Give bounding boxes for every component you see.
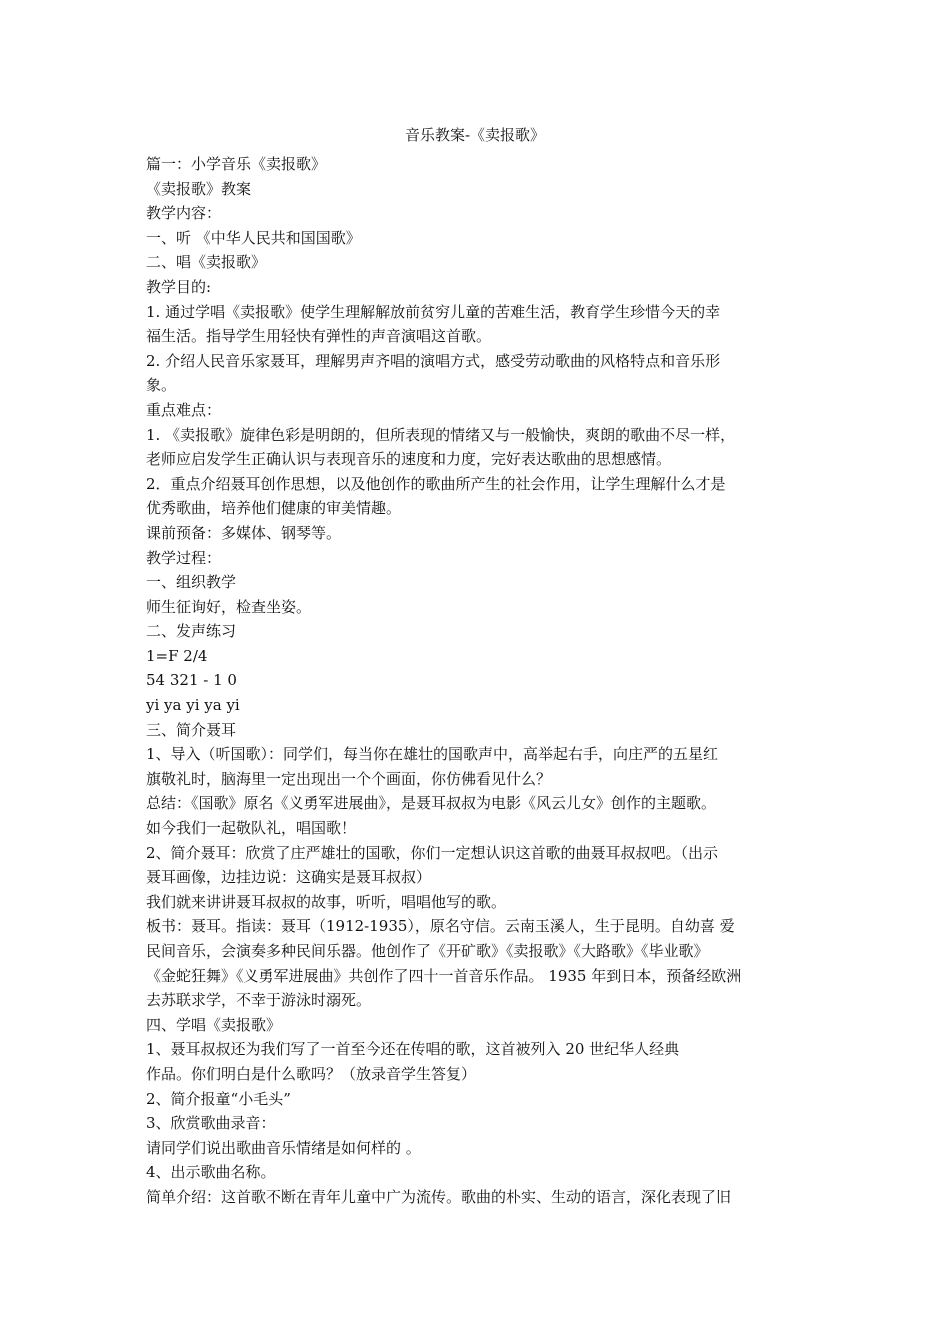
text-line: 1、聂耳叔叔还为我们写了一首至今还在传唱的歌，这首被列入 20 世纪华人经典 xyxy=(146,1040,680,1059)
document-body xyxy=(146,152,810,1210)
text-line: 我们就来讲讲聂耳叔叔的故事，听听，唱唱他写的歌。 xyxy=(146,892,507,911)
text-line: 2．重点介绍聂耳创作思想，以及他创作的歌曲所产生的社会作用，让学生理解什么才是 xyxy=(146,474,726,493)
text-line: 2、简介聂耳：欣赏了庄严雄壮的国歌，你们一定想认识这首歌的曲聂耳叔叔吧。（出示 xyxy=(146,843,719,862)
text-line: 54 321 - 1 0 xyxy=(146,671,237,690)
text-line: 聂耳画像，边挂边说：这确实是聂耳叔叔） xyxy=(146,868,432,887)
text-line: 福生活。指导学生用轻快有弹性的声音演唱这首歌。 xyxy=(146,327,492,346)
text-line: 《卖报歌》教案 xyxy=(146,179,252,198)
text-line: 教学内容： xyxy=(146,204,222,223)
text-line: 4、出示歌曲名称。 xyxy=(146,1163,276,1182)
text-line: 师生征询好，检查坐姿。 xyxy=(146,597,312,616)
text-line: 1. 《卖报歌》旋律色彩是明朗的，但所表现的情绪又与一般愉快，爽朗的歌曲不尽一样， xyxy=(146,425,736,444)
text-line: 1、导入（听国歌）：同学们，每当你在雄壮的国歌声中，高举起右手，向庄严的五星红 xyxy=(146,745,719,764)
text-line: 民间音乐，会演奏多种民间乐器。他创作了《开矿歌》《卖报歌》《大路歌》《毕业歌》 xyxy=(146,942,709,960)
text-line: 2、简介报童“小毛头” xyxy=(146,1089,291,1108)
text-line: 作品。你们明白是什么歌吗？（放录音学生答复） xyxy=(146,1064,477,1083)
text-line: 总结：《国歌》原名《义勇军进展曲》，是聂耳叔叔为电影《风云儿女》创作的主题歌。 xyxy=(146,794,717,813)
text-line: 课前预备：多媒体、钢琴等。 xyxy=(146,523,342,542)
text-line: 一、听 《中华人民共和国国歌》 xyxy=(146,228,361,247)
text-line: 四、学唱《卖报歌》 xyxy=(146,1015,282,1034)
text-line: 教学目的: xyxy=(146,277,212,296)
text-line: 《金蛇狂舞》《义勇军进展曲》共创作了四十一首音乐作品。 1935 年到日本，预备经欧洲 xyxy=(146,966,742,985)
text-line: 教学过程： xyxy=(146,548,222,567)
text-line: 老师应启发学生正确认识与表现音乐的速度和力度，完好表达歌曲的思想感情。 xyxy=(146,450,672,469)
text-line: 三、简介聂耳 xyxy=(146,720,237,739)
text-line: 一、组织教学 xyxy=(146,573,237,592)
text-line: 3、欣赏歌曲录音： xyxy=(146,1114,276,1133)
text-line: 1. 通过学唱《卖报歌》使学生理解解放前贫穷儿童的苦难生活，教育学生珍惜今天的幸 xyxy=(146,302,721,321)
text-line: 如今我们一起敬队礼，唱国歌！ xyxy=(146,819,357,838)
text-line: 二、唱《卖报歌》 xyxy=(146,253,267,272)
text-line: 2. 介绍人民音乐家聂耳，理解男声齐唱的演唱方式，感受劳动歌曲的风格特点和音乐形 xyxy=(146,351,721,370)
text-line: 旗敬礼时，脑海里一定出现出一个个画面，你仿佛看见什么？ xyxy=(146,769,552,788)
text-line: 优秀歌曲，培养他们健康的审美情趣。 xyxy=(146,499,402,518)
text-line: 二、发声练习 xyxy=(146,622,237,641)
text-line: 简单介绍：这首歌不断在青年儿童中广为流传。歌曲的朴实、生动的语言，深化表现了旧 xyxy=(146,1187,732,1206)
text-line: 去苏联求学，不幸于游泳时溺死。 xyxy=(146,991,372,1010)
text-line: yi ya yi ya yi xyxy=(146,696,240,715)
text-line: 请同学们说出歌曲音乐情绪是如何样的 。 xyxy=(146,1138,421,1157)
text-line: 象。 xyxy=(146,376,177,395)
text-line: 板书：聂耳。指读：聂耳（1912-1935），原名守信。云南玉溪人，生于昆明。自幼喜 爱 xyxy=(146,917,735,936)
document-title: 音乐教案-《卖报歌》 xyxy=(404,126,546,144)
text-line: 1=F 2/4 xyxy=(146,646,208,665)
text-line: 篇一：小学音乐《卖报歌》 xyxy=(146,155,327,173)
text-line: 重点难点： xyxy=(146,400,222,419)
